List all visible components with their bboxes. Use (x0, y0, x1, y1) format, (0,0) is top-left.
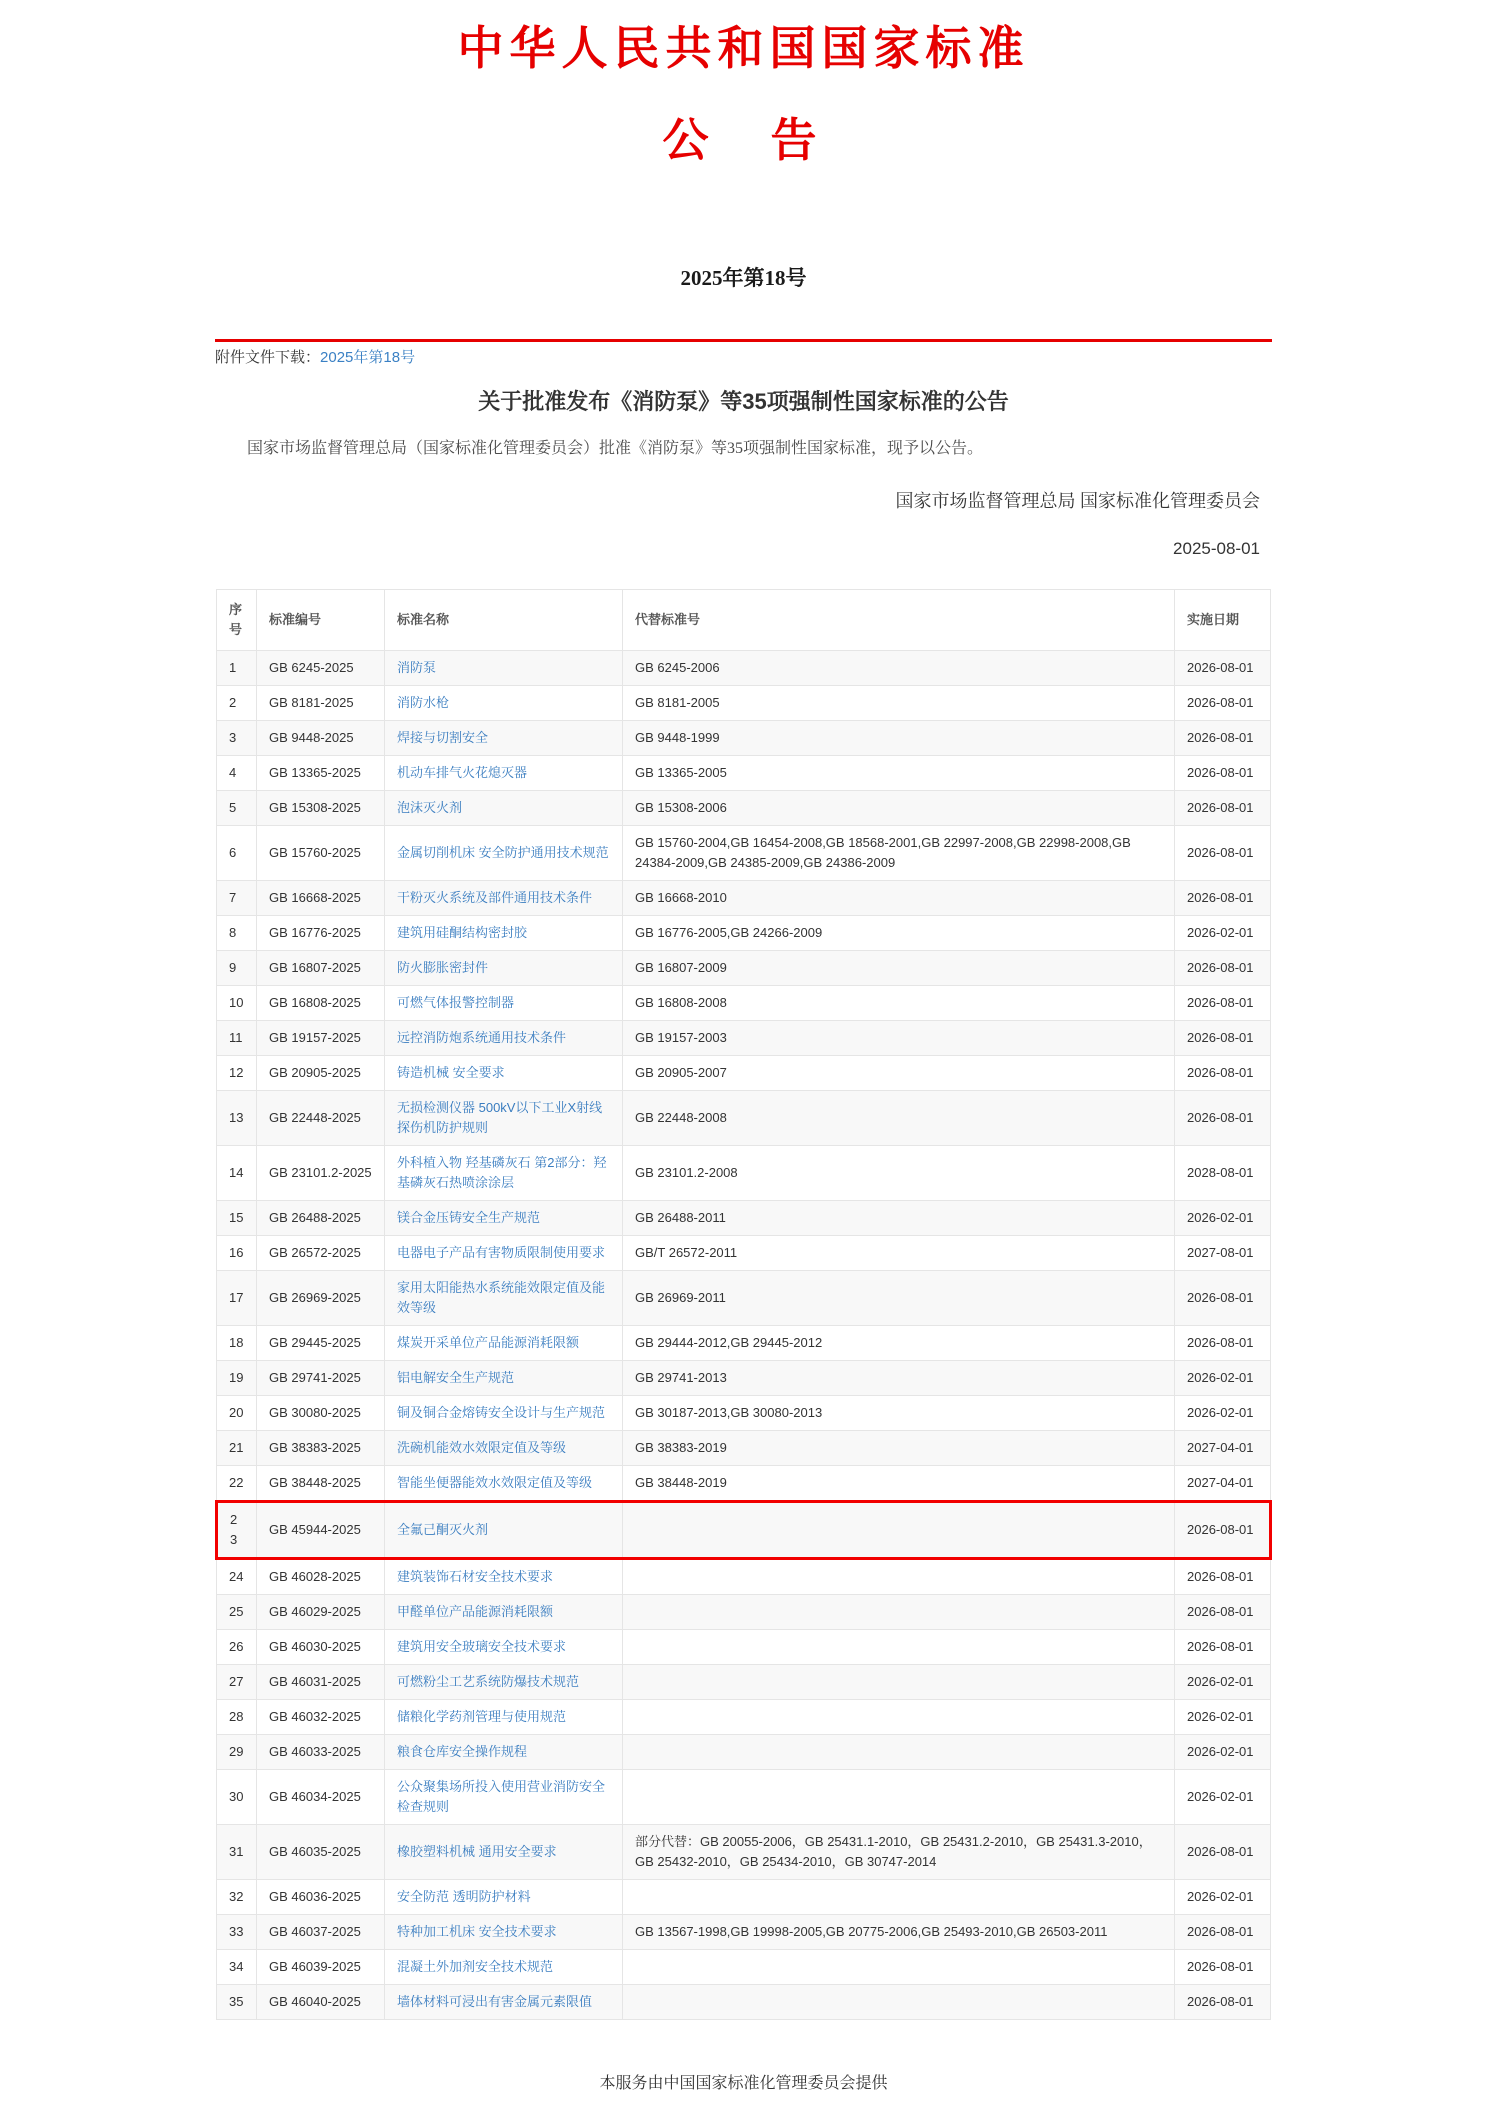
implementation-date-cell: 2026-08-01 (1175, 1501, 1271, 1558)
implementation-date-cell: 2026-02-01 (1175, 1664, 1271, 1699)
standard-code-cell: GB 16668-2025 (257, 880, 385, 915)
replaced-standards-cell: GB 6245-2006 (623, 650, 1175, 685)
standard-name-link[interactable]: 粮食仓库安全操作规程 (397, 1743, 528, 1759)
standard-name-link[interactable]: 橡胶塑料机械 通用安全要求 (397, 1843, 557, 1859)
notice-body: 国家市场监督管理总局（国家标准化管理委员会）批准《消防泵》等35项强制性国家标准，现予以公告。 (247, 440, 984, 458)
header-standard-code: 标准编号 (257, 589, 385, 650)
seq-no-cell: 14 (217, 1145, 257, 1200)
table-row (217, 1430, 1271, 1465)
replaced-standards-cell (623, 1664, 1175, 1699)
standard-name-link[interactable]: 建筑用硅酮结构密封胶 (397, 924, 528, 940)
standard-code-cell: GB 46031-2025 (257, 1664, 385, 1699)
standard-code-cell: GB 29445-2025 (257, 1325, 385, 1360)
standard-name-link[interactable]: 无损检测仪器 500kV以下工业X射线探伤机防护规则 (397, 1099, 603, 1135)
standard-name-link[interactable]: 煤炭开采单位产品能源消耗限额 (397, 1334, 580, 1350)
standard-code-cell: GB 15760-2025 (257, 825, 385, 880)
replaced-standards-cell: GB 13567-1998,GB 19998-2005,GB 20775-2006,GB 25493-2010,GB 26503-2011 (623, 1914, 1175, 1949)
standard-code-cell: GB 46029-2025 (257, 1594, 385, 1629)
table-row (217, 755, 1271, 790)
table-row (217, 1824, 1271, 1879)
standard-name-cell (385, 1769, 623, 1824)
standard-name-cell (385, 1325, 623, 1360)
implementation-date-cell: 2026-08-01 (1175, 1020, 1271, 1055)
standard-name-cell (385, 720, 623, 755)
seq-no-cell: 35 (217, 1984, 257, 2019)
standard-code-cell: GB 30080-2025 (257, 1395, 385, 1430)
table-row (217, 825, 1271, 880)
seq-no-cell: 4 (217, 755, 257, 790)
implementation-date-cell: 2026-08-01 (1175, 1325, 1271, 1360)
standard-name-link[interactable]: 远控消防炮系统通用技术条件 (397, 1029, 567, 1045)
issuing-authority: 国家市场监督管理总局 国家标准化管理委员会 (895, 490, 1260, 511)
standard-name-cell (385, 1465, 623, 1501)
implementation-date-cell: 2026-08-01 (1175, 1558, 1271, 1594)
standard-name-cell (385, 1235, 623, 1270)
table-row (217, 1200, 1271, 1235)
standard-name-cell (385, 915, 623, 950)
implementation-date-cell: 2026-02-01 (1175, 1360, 1271, 1395)
replaced-standards-cell: GB 20905-2007 (623, 1055, 1175, 1090)
standard-name-link[interactable]: 智能坐便器能效水效限定值及等级 (397, 1474, 593, 1490)
table-row (217, 1270, 1271, 1325)
replaced-standards-cell: GB 19157-2003 (623, 1020, 1175, 1055)
replaced-standards-cell: GB 29741-2013 (623, 1360, 1175, 1395)
seq-no-cell: 11 (217, 1020, 257, 1055)
table-row (217, 1594, 1271, 1629)
standard-code-cell: GB 16776-2025 (257, 915, 385, 950)
standard-name-link[interactable]: 混凝土外加剂安全技术规范 (397, 1958, 554, 1974)
table-row (217, 880, 1271, 915)
issue-number: 2025年第18号 (680, 266, 807, 290)
standard-code-cell: GB 16808-2025 (257, 985, 385, 1020)
table-row (217, 1558, 1271, 1594)
standard-code-cell: GB 46036-2025 (257, 1879, 385, 1914)
replaced-standards-cell (623, 1501, 1175, 1558)
table-row (217, 1914, 1271, 1949)
seq-no-cell: 22 (217, 1465, 257, 1501)
standard-name-link[interactable]: 家用太阳能热水系统能效限定值及能效等级 (397, 1279, 606, 1315)
standard-name-cell (385, 1145, 623, 1200)
implementation-date-cell: 2026-02-01 (1175, 1699, 1271, 1734)
standard-name-link[interactable]: 焊接与切割安全 (397, 729, 489, 745)
replaced-standards-cell (623, 1879, 1175, 1914)
table-header-row (217, 589, 1271, 650)
table-row (217, 685, 1271, 720)
standard-code-cell: GB 9448-2025 (257, 720, 385, 755)
replaced-standards-cell (623, 1558, 1175, 1594)
standard-name-link[interactable]: 铸造机械 安全要求 (397, 1064, 505, 1080)
seq-no-cell: 7 (217, 880, 257, 915)
standard-name-link[interactable]: 特种加工机床 安全技术要求 (397, 1923, 557, 1939)
seq-no-cell: 13 (217, 1090, 257, 1145)
seq-no-cell: 23 (217, 1501, 257, 1558)
standard-name-cell (385, 1594, 623, 1629)
replaced-standards-cell: GB 16776-2005,GB 24266-2009 (623, 915, 1175, 950)
standard-code-cell: GB 46028-2025 (257, 1558, 385, 1594)
implementation-date-cell: 2026-02-01 (1175, 1395, 1271, 1430)
implementation-date-cell: 2026-08-01 (1175, 825, 1271, 880)
seq-no-cell: 2 (217, 685, 257, 720)
implementation-date-cell: 2026-08-01 (1175, 985, 1271, 1020)
table-row (217, 1769, 1271, 1824)
standard-name-cell (385, 1949, 623, 1984)
standard-code-cell: GB 20905-2025 (257, 1055, 385, 1090)
standard-code-cell: GB 46034-2025 (257, 1769, 385, 1824)
seq-no-cell: 16 (217, 1235, 257, 1270)
standard-code-cell: GB 16807-2025 (257, 950, 385, 985)
standard-code-cell: GB 26488-2025 (257, 1200, 385, 1235)
standard-name-link[interactable]: 镁合金压铸安全生产规范 (397, 1209, 541, 1225)
table-row (217, 1465, 1271, 1501)
standard-name-link[interactable]: 可燃粉尘工艺系统防爆技术规范 (397, 1673, 580, 1689)
standard-name-cell (385, 1984, 623, 2019)
standard-name-link[interactable]: 干粉灭火系统及部件通用技术条件 (397, 889, 593, 905)
table-row (217, 1090, 1271, 1145)
table-row (217, 950, 1271, 985)
implementation-date-cell: 2026-08-01 (1175, 790, 1271, 825)
standard-name-cell (385, 1879, 623, 1914)
standards-table-body (217, 650, 1271, 2019)
table-row (217, 1699, 1271, 1734)
table-row (217, 790, 1271, 825)
standard-code-cell: GB 46033-2025 (257, 1734, 385, 1769)
standard-name-link[interactable]: 甲醛单位产品能源消耗限额 (397, 1603, 554, 1619)
replaced-standards-cell (623, 1734, 1175, 1769)
seq-no-cell: 24 (217, 1558, 257, 1594)
replaced-standards-cell (623, 1769, 1175, 1824)
announcement-heading: 公 告 (662, 115, 825, 166)
replaced-standards-cell: GB 30187-2013,GB 30080-2013 (623, 1395, 1175, 1430)
standard-code-cell: GB 26969-2025 (257, 1270, 385, 1325)
implementation-date-cell: 2026-08-01 (1175, 720, 1271, 755)
table-row (217, 1664, 1271, 1699)
seq-no-cell: 20 (217, 1395, 257, 1430)
standard-code-cell: GB 23101.2-2025 (257, 1145, 385, 1200)
seq-no-cell: 3 (217, 720, 257, 755)
seq-no-cell: 26 (217, 1629, 257, 1664)
implementation-date-cell: 2026-08-01 (1175, 1055, 1271, 1090)
standard-code-cell: GB 22448-2025 (257, 1090, 385, 1145)
standard-name-cell (385, 1055, 623, 1090)
standard-name-link[interactable]: 公众聚集场所投入使用营业消防安全检查规则 (397, 1778, 606, 1814)
replaced-standards-cell: GB 38448-2019 (623, 1465, 1175, 1501)
red-divider (215, 339, 1272, 342)
attachment-download-link[interactable]: 2025年第18号 (320, 349, 416, 366)
standard-name-cell (385, 1270, 623, 1325)
seq-no-cell: 19 (217, 1360, 257, 1395)
table-row (217, 720, 1271, 755)
implementation-date-cell: 2026-08-01 (1175, 950, 1271, 985)
implementation-date-cell: 2026-02-01 (1175, 1734, 1271, 1769)
header-seq-no: 序号 (217, 589, 257, 650)
replaced-standards-cell: GB 23101.2-2008 (623, 1145, 1175, 1200)
seq-no-cell: 18 (217, 1325, 257, 1360)
implementation-date-cell: 2026-02-01 (1175, 1769, 1271, 1824)
implementation-date-cell: 2026-08-01 (1175, 1629, 1271, 1664)
seq-no-cell: 6 (217, 825, 257, 880)
standard-name-cell (385, 1090, 623, 1145)
standard-name-cell (385, 650, 623, 685)
implementation-date-cell: 2026-02-01 (1175, 1879, 1271, 1914)
standard-name-cell (385, 685, 623, 720)
replaced-standards-cell: GB 16807-2009 (623, 950, 1175, 985)
seq-no-cell: 33 (217, 1914, 257, 1949)
standard-name-cell (385, 1824, 623, 1879)
table-row (217, 1629, 1271, 1664)
replaced-standards-cell: GB 15308-2006 (623, 790, 1175, 825)
seq-no-cell: 30 (217, 1769, 257, 1824)
replaced-standards-cell: GB 38383-2019 (623, 1430, 1175, 1465)
seq-no-cell: 27 (217, 1664, 257, 1699)
standard-name-link[interactable]: 消防水枪 (397, 694, 450, 710)
header-standard-name: 标准名称 (385, 589, 623, 650)
standard-name-cell (385, 1501, 623, 1558)
standard-code-cell: GB 19157-2025 (257, 1020, 385, 1055)
standard-code-cell: GB 13365-2025 (257, 755, 385, 790)
standard-code-cell: GB 46037-2025 (257, 1914, 385, 1949)
standard-code-cell: GB 29741-2025 (257, 1360, 385, 1395)
standard-name-link[interactable]: 建筑装饰石材安全技术要求 (397, 1568, 554, 1584)
standard-name-cell (385, 1629, 623, 1664)
attachment-label: 附件文件下载： (215, 349, 321, 366)
seq-no-cell: 1 (217, 650, 257, 685)
replaced-standards-cell: GB 8181-2005 (623, 685, 1175, 720)
implementation-date-cell: 2026-08-01 (1175, 1914, 1271, 1949)
implementation-date-cell: 2027-04-01 (1175, 1430, 1271, 1465)
seq-no-cell: 8 (217, 915, 257, 950)
standard-code-cell: GB 46032-2025 (257, 1699, 385, 1734)
implementation-date-cell: 2026-08-01 (1175, 650, 1271, 685)
replaced-standards-cell: 部分代替：GB 20055-2006，GB 25431.1-2010，GB 25431.2-2010，GB 25431.3-2010，GB 25432-2010，GB 25434-2010，GB 30747-2014 (623, 1824, 1175, 1879)
standard-name-link[interactable]: 铜及铜合金熔铸安全设计与生产规范 (397, 1404, 606, 1420)
standard-code-cell: GB 38383-2025 (257, 1430, 385, 1465)
standard-name-cell (385, 825, 623, 880)
seq-no-cell: 15 (217, 1200, 257, 1235)
implementation-date-cell: 2027-08-01 (1175, 1235, 1271, 1270)
standard-name-cell (385, 985, 623, 1020)
seq-no-cell: 9 (217, 950, 257, 985)
seq-no-cell: 25 (217, 1594, 257, 1629)
standard-name-cell (385, 1734, 623, 1769)
table-row (217, 1020, 1271, 1055)
table-row (217, 1395, 1271, 1430)
standards-table (215, 589, 1272, 2020)
replaced-standards-cell: GB 16668-2010 (623, 880, 1175, 915)
standard-name-link[interactable]: 电器电子产品有害物质限制使用要求 (397, 1244, 606, 1260)
standard-name-cell (385, 790, 623, 825)
table-row (217, 1235, 1271, 1270)
standard-code-cell: GB 38448-2025 (257, 1465, 385, 1501)
implementation-date-cell: 2026-08-01 (1175, 685, 1271, 720)
table-row (217, 1055, 1271, 1090)
implementation-date-cell: 2026-08-01 (1175, 1984, 1271, 2019)
standard-name-link[interactable]: 铝电解安全生产规范 (397, 1369, 515, 1385)
standard-name-cell (385, 1020, 623, 1055)
replaced-standards-cell: GB 29444-2012,GB 29445-2012 (623, 1325, 1175, 1360)
standard-name-link[interactable]: 泡沫灭火剂 (397, 799, 463, 815)
replaced-standards-cell: GB 15760-2004,GB 16454-2008,GB 18568-2001,GB 22997-2008,GB 22998-2008,GB 24384-2009,GB 24385-2009,GB 24386-2009 (623, 825, 1175, 880)
implementation-date-cell: 2028-08-01 (1175, 1145, 1271, 1200)
replaced-standards-cell: GB 9448-1999 (623, 720, 1175, 755)
seq-no-cell: 10 (217, 985, 257, 1020)
table-row (217, 650, 1271, 685)
standard-name-cell (385, 1558, 623, 1594)
table-row (217, 1984, 1271, 2019)
standard-code-cell: GB 46039-2025 (257, 1949, 385, 1984)
standard-code-cell: GB 46040-2025 (257, 1984, 385, 2019)
replaced-standards-cell (623, 1949, 1175, 1984)
standard-name-cell (385, 755, 623, 790)
seq-no-cell: 34 (217, 1949, 257, 1984)
seq-no-cell: 17 (217, 1270, 257, 1325)
table-row (217, 1360, 1271, 1395)
standard-name-cell (385, 950, 623, 985)
implementation-date-cell: 2027-04-01 (1175, 1465, 1271, 1501)
standard-name-link[interactable]: 防火膨胀密封件 (397, 959, 489, 975)
replaced-standards-cell: GB 26969-2011 (623, 1270, 1175, 1325)
standard-name-link[interactable]: 可燃气体报警控制器 (397, 994, 515, 1010)
implementation-date-cell: 2026-08-01 (1175, 755, 1271, 790)
standard-code-cell: GB 6245-2025 (257, 650, 385, 685)
table-row (217, 985, 1271, 1020)
header-replaced-standards: 代替标准号 (623, 589, 1175, 650)
table-row (217, 1949, 1271, 1984)
page-title: 中华人民共和国国家标准 (457, 23, 1030, 74)
announcement-page (215, 0, 1272, 2117)
standard-name-link[interactable]: 储粮化学药剂管理与使用规范 (397, 1708, 567, 1724)
implementation-date-cell: 2026-08-01 (1175, 1594, 1271, 1629)
standard-name-cell (385, 1914, 623, 1949)
standard-name-link[interactable]: 外科植入物 羟基磷灰石 第2部分：羟基磷灰石热喷涂涂层 (397, 1154, 607, 1190)
standard-code-cell: GB 45944-2025 (257, 1501, 385, 1558)
standard-name-link[interactable]: 金属切削机床 安全防护通用技术规范 (397, 844, 609, 860)
standard-name-cell (385, 880, 623, 915)
standard-code-cell: GB 26572-2025 (257, 1235, 385, 1270)
replaced-standards-cell (623, 1699, 1175, 1734)
table-row (217, 915, 1271, 950)
standard-name-link[interactable]: 建筑用安全玻璃安全技术要求 (397, 1638, 567, 1654)
replaced-standards-cell: GB 16808-2008 (623, 985, 1175, 1020)
implementation-date-cell: 2026-02-01 (1175, 1200, 1271, 1235)
footer-service-note: 本服务由中国国家标准化管理委员会提供 (599, 2074, 888, 2092)
implementation-date-cell: 2026-08-01 (1175, 880, 1271, 915)
standard-name-link[interactable]: 洗碗机能效水效限定值及等级 (397, 1439, 567, 1455)
standard-name-cell (385, 1200, 623, 1235)
standard-code-cell: GB 46035-2025 (257, 1824, 385, 1879)
table-row (217, 1325, 1271, 1360)
standard-name-link[interactable]: 消防泵 (397, 659, 437, 675)
replaced-standards-cell: GB 26488-2011 (623, 1200, 1175, 1235)
replaced-standards-cell: GB/T 26572-2011 (623, 1235, 1175, 1270)
replaced-standards-cell (623, 1984, 1175, 2019)
replaced-standards-cell: GB 22448-2008 (623, 1090, 1175, 1145)
standard-name-link[interactable]: 机动车排气火花熄灭器 (397, 764, 528, 780)
seq-no-cell: 21 (217, 1430, 257, 1465)
standard-name-cell (385, 1395, 623, 1430)
implementation-date-cell: 2026-02-01 (1175, 915, 1271, 950)
implementation-date-cell: 2026-08-01 (1175, 1949, 1271, 1984)
standard-name-link[interactable]: 安全防范 透明防护材料 (397, 1888, 531, 1904)
table-row (217, 1879, 1271, 1914)
table-row (217, 1734, 1271, 1769)
implementation-date-cell: 2026-08-01 (1175, 1824, 1271, 1879)
publication-date: 2025-08-01 (1173, 539, 1260, 559)
notice-title: 关于批准发布《消防泵》等35项强制性国家标准的公告 (478, 389, 1009, 414)
seq-no-cell: 32 (217, 1879, 257, 1914)
standard-name-link[interactable]: 墙体材料可浸出有害金属元素限值 (397, 1993, 593, 2009)
table-row (217, 1501, 1271, 1558)
header-implementation-date: 实施日期 (1175, 589, 1271, 650)
standard-name-cell (385, 1430, 623, 1465)
standard-name-cell (385, 1699, 623, 1734)
seq-no-cell: 12 (217, 1055, 257, 1090)
table-row (217, 1145, 1271, 1200)
replaced-standards-cell (623, 1629, 1175, 1664)
standard-name-link[interactable]: 全氟己酮灭火剂 (397, 1521, 489, 1537)
standard-code-cell: GB 15308-2025 (257, 790, 385, 825)
implementation-date-cell: 2026-08-01 (1175, 1090, 1271, 1145)
replaced-standards-cell (623, 1594, 1175, 1629)
replaced-standards-cell: GB 13365-2005 (623, 755, 1175, 790)
seq-no-cell: 29 (217, 1734, 257, 1769)
implementation-date-cell: 2026-08-01 (1175, 1270, 1271, 1325)
seq-no-cell: 28 (217, 1699, 257, 1734)
attachment-row (215, 348, 1272, 368)
standard-name-cell (385, 1360, 623, 1395)
seq-no-cell: 5 (217, 790, 257, 825)
seq-no-cell: 31 (217, 1824, 257, 1879)
standard-code-cell: GB 46030-2025 (257, 1629, 385, 1664)
standard-name-cell (385, 1664, 623, 1699)
standard-code-cell: GB 8181-2025 (257, 685, 385, 720)
